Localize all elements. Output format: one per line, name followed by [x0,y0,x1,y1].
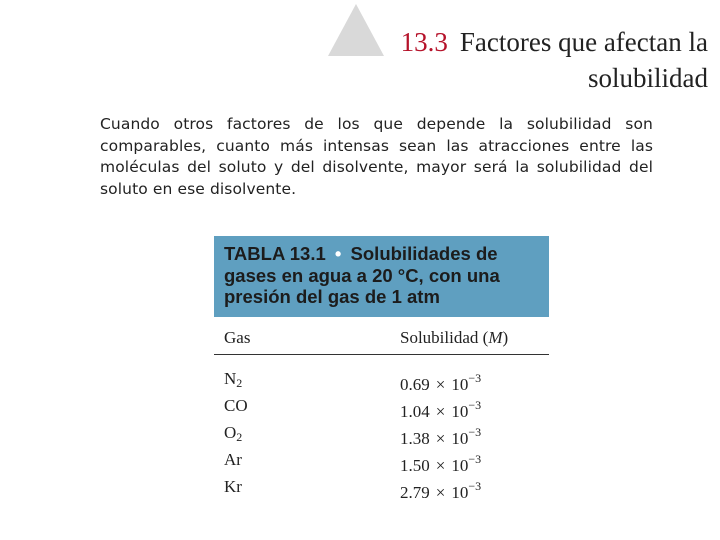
gas-cell: $O_2$ [224,422,243,444]
caption-part-1: Solubilidades de [350,243,498,264]
title-text-1: Factores que afectan la [459,27,708,57]
caption-part-2: gases en agua a 20 °C, con una [224,264,500,286]
page-title [308,24,708,96]
table-caption [214,236,549,317]
caption-part-3: presión del gas de 1 atm [224,286,440,307]
solubility-cell: $0.69 \times 10^{-3}$ [400,370,482,394]
solubility-cell: $1.04 \times 10^{-3}$ [400,397,482,421]
title-line-2: solubilidad [588,63,708,93]
caption-bullet: • [334,243,342,264]
solubility-table [214,236,549,500]
table-column-headers [214,328,549,355]
body-paragraph: Cuando otros factores de los que depende la solubilidad son comparables, cuanto más intensas sean las atracciones entre las moléculas del soluto y del disolvente, mayor será la solubilidad del soluto en ese disolvente. [100,115,653,198]
table-row [214,419,549,446]
solubility-cell: $1.50 \times 10^{-3}$ [400,451,482,475]
gas-cell: Ar [224,449,242,469]
table-row [214,365,549,392]
section-number: 13.3 [400,27,448,57]
table-row [214,473,549,500]
solubility-label: Solubilidad [400,327,479,347]
table-body [214,365,549,500]
table-row [214,446,549,473]
column-header-gas: Gas [224,327,251,347]
title-line-1 [308,24,708,60]
column-header-solubility: Solubilidad (M) [400,327,509,347]
gas-cell: $N_2$ [224,368,243,390]
table-row [214,392,549,419]
gas-cell: Kr [224,476,242,496]
solubility-cell: $2.79 \times 10^{-3}$ [400,478,482,502]
table-label: TABLA 13.1 [224,243,326,264]
solubility-cell: $1.38 \times 10^{-3}$ [400,424,482,448]
gas-cell: CO [224,395,248,415]
solubility-unit: M [488,327,503,347]
